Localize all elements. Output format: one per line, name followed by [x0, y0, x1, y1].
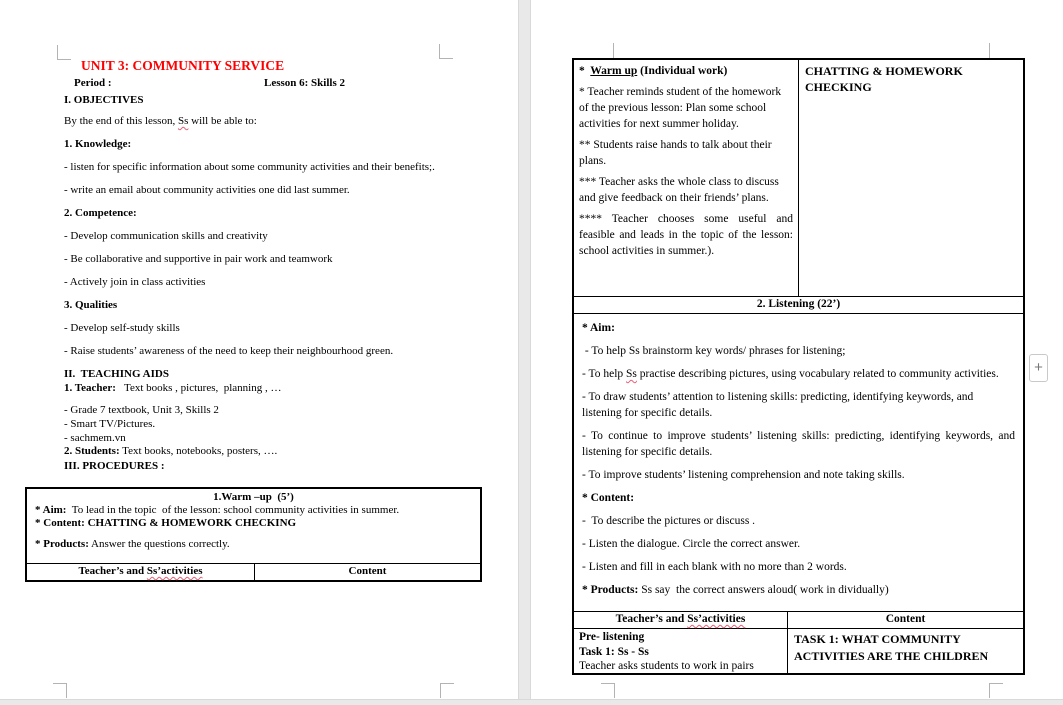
teacher-label: 1. Teacher: [64, 382, 116, 394]
lesson-label: Lesson 6: Skills 2 [264, 77, 345, 89]
activities-column-header [27, 564, 255, 580]
warmup-label: Warm up [590, 65, 638, 77]
crop-mark-icon [989, 43, 990, 58]
period-label: Period : [74, 77, 112, 89]
misspelled-ss-activities: Ss’activities [146, 565, 203, 577]
pre-listening-label: Pre- listening [579, 631, 645, 643]
page-gap [518, 0, 531, 699]
knowledge-item: - listen for specific information about some community activities and their benefits;. [64, 161, 435, 173]
activities-column-header [574, 612, 788, 628]
warmup-suffix: (Individual work) [637, 65, 728, 77]
listening-content-label: * Content: [582, 492, 635, 504]
warmup-activities-cell [574, 60, 799, 296]
listening-aim-label: * Aim: [582, 322, 615, 334]
header-text: Teacher’s and [78, 565, 147, 577]
listening-content-item: - To describe the pictures or discuss . [582, 515, 756, 527]
listening-aim-item: - To continue to improve students’ listening skills: predicting, identifying keywords, and listening for specific details. [582, 430, 1018, 458]
warmup-activities-row [574, 60, 1023, 296]
content-text: CHATTING & HOMEWORK CHECKING [84, 517, 297, 529]
activity-para: ** Students raise hands to talk about their plans. [579, 139, 775, 167]
students-label: 2. Students: [64, 445, 120, 457]
competence-heading: 2. Competence: [64, 207, 137, 219]
pre-listening-row [574, 628, 1023, 673]
teacher-aids-line [64, 382, 466, 395]
aim-text: To lead in the topic of the lesson: school community activities in summer. [66, 504, 400, 516]
objectives-intro [64, 115, 466, 128]
products-text: Answer the questions correctly. [88, 538, 230, 550]
warmup-aim [35, 504, 472, 517]
aid-item: - Grade 7 textbook, Unit 3, Skills 2 [64, 404, 219, 416]
add-page-button[interactable]: + [1029, 354, 1048, 382]
warmup-title: 1.Warm –up (5’) [213, 491, 294, 503]
warmup-table [25, 487, 482, 582]
crop-mark-icon [53, 683, 67, 698]
listening-content-item: - Listen and fill in each blank with no more than 2 words. [582, 561, 847, 573]
warmup-content-cell: CHATTING & HOMEWORK CHECKING [805, 64, 963, 94]
listening-content-item: - Listen the dialogue. Circle the correct answer. [582, 538, 801, 550]
warmup-table-body [27, 489, 480, 563]
aim-label: * Aim: [35, 504, 67, 516]
misspelled-ss: Ss [177, 115, 189, 127]
crop-mark-icon [439, 44, 453, 59]
header-text: Teacher’s and [615, 613, 688, 625]
star-marker: * [579, 65, 591, 77]
task1-label: Task 1: Ss - Ss [579, 645, 649, 658]
procedures-heading: III. PROCEDURES : [64, 460, 165, 472]
listening-aim-item: - To improve students’ listening comprehension and note taking skills. [582, 469, 905, 481]
misspelled-ss: Ss [626, 368, 637, 380]
listening-detail-cell [574, 313, 1023, 611]
warmup-table-header [27, 563, 480, 580]
objectives-heading: I. OBJECTIVES [64, 94, 144, 106]
aid-item: - Smart TV/Pictures. [64, 418, 156, 430]
aid-item: - sachmem.vn [64, 432, 126, 444]
intro-text-end: will be able to: [188, 115, 257, 127]
activity-para: **** Teacher chooses some useful and feasible and leads in the topic of the lesson: school activities in summer.). [579, 213, 796, 257]
qualities-heading: 3. Qualities [64, 299, 118, 311]
products-label: * Products: [35, 538, 89, 550]
crop-mark-icon [440, 683, 454, 698]
pre-listening-cell [574, 629, 788, 673]
unit-title: UNIT 3: COMMUNITY SERVICE [81, 58, 285, 73]
competence-item: - Be collaborative and supportive in pair work and teamwork [64, 253, 333, 265]
teacher-text: Text books , pictures, planning , … [115, 382, 282, 394]
competence-item: - Develop communication skills and creativity [64, 230, 268, 242]
crop-mark-icon [613, 43, 614, 58]
qualities-item: - Raise students’ awareness of the need to keep their neighbourhood green. [64, 345, 394, 357]
content-label: * Content: [35, 517, 85, 529]
teaching-aids-heading: II. TEACHING AIDS [64, 368, 169, 380]
crop-mark-icon [989, 683, 1003, 698]
warmup-products [35, 538, 472, 551]
activity-para: * Teacher reminds student of the homework of the previous lesson: Plan some school activities for next summer holiday. [579, 86, 784, 130]
task1-instruction: Teacher asks students to work in pairs [579, 660, 754, 672]
task1-content-cell: TASK 1: WHAT COMMUNITY ACTIVITIES ARE THE CHILDREN [794, 632, 989, 663]
misspelled-ss-activities: Ss’activities [687, 613, 746, 625]
period-row [74, 77, 466, 90]
page-bottom-edge [0, 699, 1063, 705]
aim-text-end: practise describing pictures, using vocabulary related to community activities. [636, 368, 999, 380]
competence-item: - Actively join in class activities [64, 276, 206, 288]
listening-aim-item: - To help Ss brainstorm key words/ phrases for listening; [582, 345, 846, 357]
listening-aim-item: - To draw students’ attention to listening skills: predicting, identifying keywords, and listening for specific details. [582, 391, 977, 419]
intro-text: By the end of this lesson, [64, 115, 178, 127]
listening-table-header [574, 611, 1023, 628]
knowledge-item: - write an email about community activities one did last summer. [64, 184, 350, 196]
activity-para: *** Teacher asks the whole class to discuss and give feedback on their friends’ plans. [579, 176, 782, 204]
products-text: Ss say the correct answers aloud( work in dividually) [638, 584, 889, 596]
page-2 [531, 0, 1063, 699]
content-column-header: Content [885, 613, 926, 625]
content-column-header: Content [348, 565, 387, 577]
aim-text: - To help [582, 368, 627, 380]
listening-products [582, 582, 1015, 598]
qualities-item: - Develop self-study skills [64, 322, 180, 334]
products-label: * Products: [582, 584, 639, 596]
crop-mark-icon [601, 683, 615, 698]
procedures-table [572, 58, 1025, 675]
listening-aim-item [582, 366, 1015, 382]
students-text: Text books, notebooks, posters, …. [119, 445, 278, 457]
page-1 [0, 0, 518, 699]
warmup-label-line [579, 63, 793, 79]
listening-section-header: 2. Listening (22’) [574, 296, 1023, 313]
students-aids-line [64, 445, 466, 458]
page-1-content [35, 58, 466, 582]
knowledge-heading: 1. Knowledge: [64, 138, 132, 150]
warmup-content [35, 517, 472, 530]
